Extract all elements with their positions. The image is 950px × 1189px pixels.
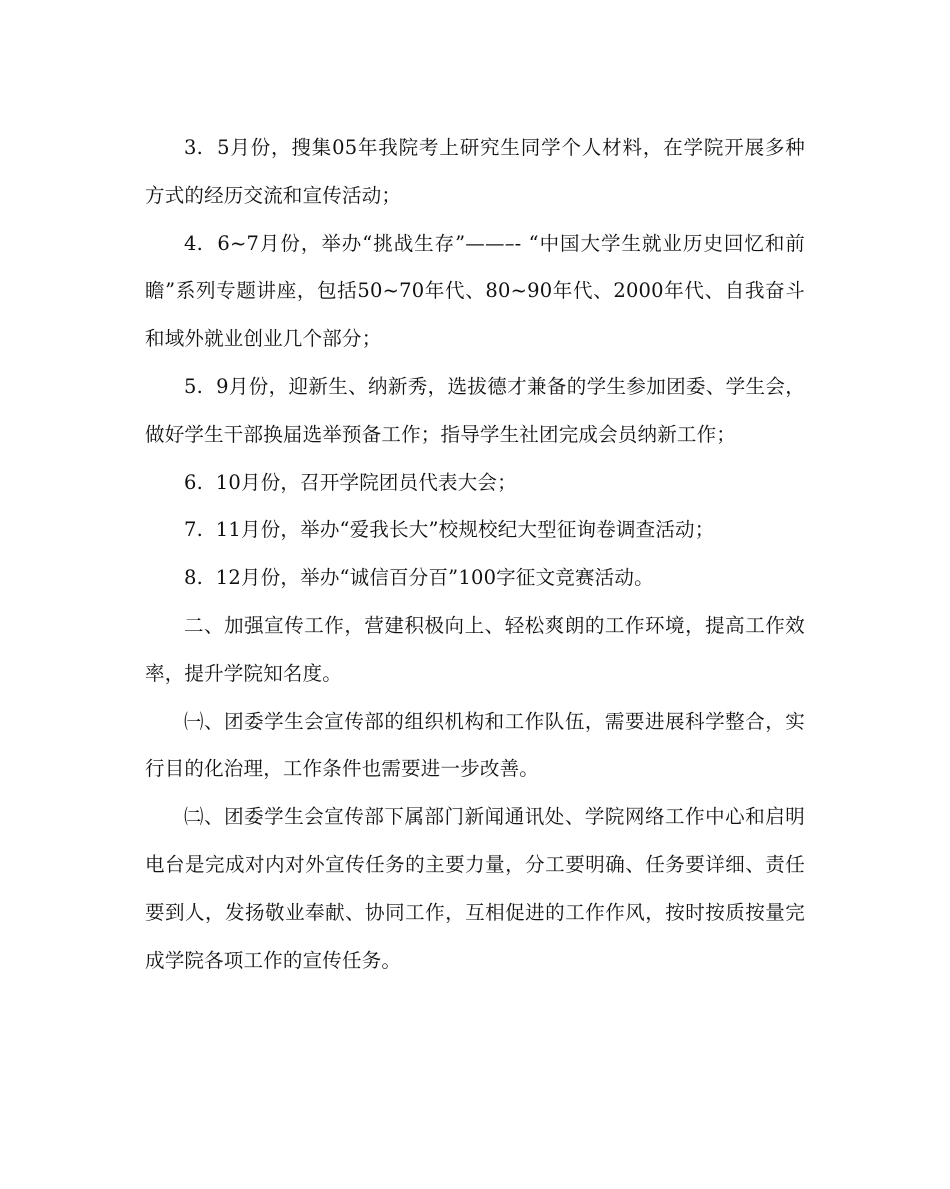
document-body (145, 124, 805, 984)
paragraph-item-7: 7. 11月份，举办“爱我长大”校规校纪大型征询卷调查活动； (184, 518, 715, 542)
subsection-paragraph-1: ㈠、团委学生会宣传部的组织机构和工作队伍，需要进展科学整合，实行目的化治理，工作条件也需要进一步改善。 (145, 709, 805, 781)
subsection-paragraph-2: ㈡、团委学生会宣传部下属部门新闻通讯处、学院网络工作中心和启明电台是完成对内对外宣传任务的主要力量，分工要明确、任务要详细、责任要到人，发扬敬业奉献、协同工作，互相促进的工作作风，按时按质按量完成学院各项工作的宣传任务。 (145, 805, 805, 972)
paragraph-item-6: 6. 10月份，召开学院团员代表大会； (184, 470, 517, 494)
paragraph-item-4: 4. 6~7月份，举办“挑战生存”——–- “中国大学生就业历史回忆和前瞻”系列专题讲座，包括50~70年代、80~90年代、2000年代、自我奋斗和域外就业创业几个部分； (145, 231, 805, 351)
paragraph-item-3: 3. 5月份，搜集05年我院考上研究生同学个人材料，在学院开展多种方式的经历交流和宣传活动； (145, 136, 805, 207)
paragraph-item-8: 8. 12月份，举办“诚信百分百”100字征文竞赛活动。 (184, 566, 654, 590)
section-heading-publicity: 二、加强宣传工作，营建积极向上、轻松爽朗的工作环境，提高工作效率，提升学院知名度。 (145, 613, 805, 685)
paragraph-item-5: 5. 9月份，迎新生、纳新秀，选拔德才兼备的学生参加团委、学生会，做好学生干部换届选举预备工作；指导学生社团完成会员纳新工作； (145, 374, 805, 446)
